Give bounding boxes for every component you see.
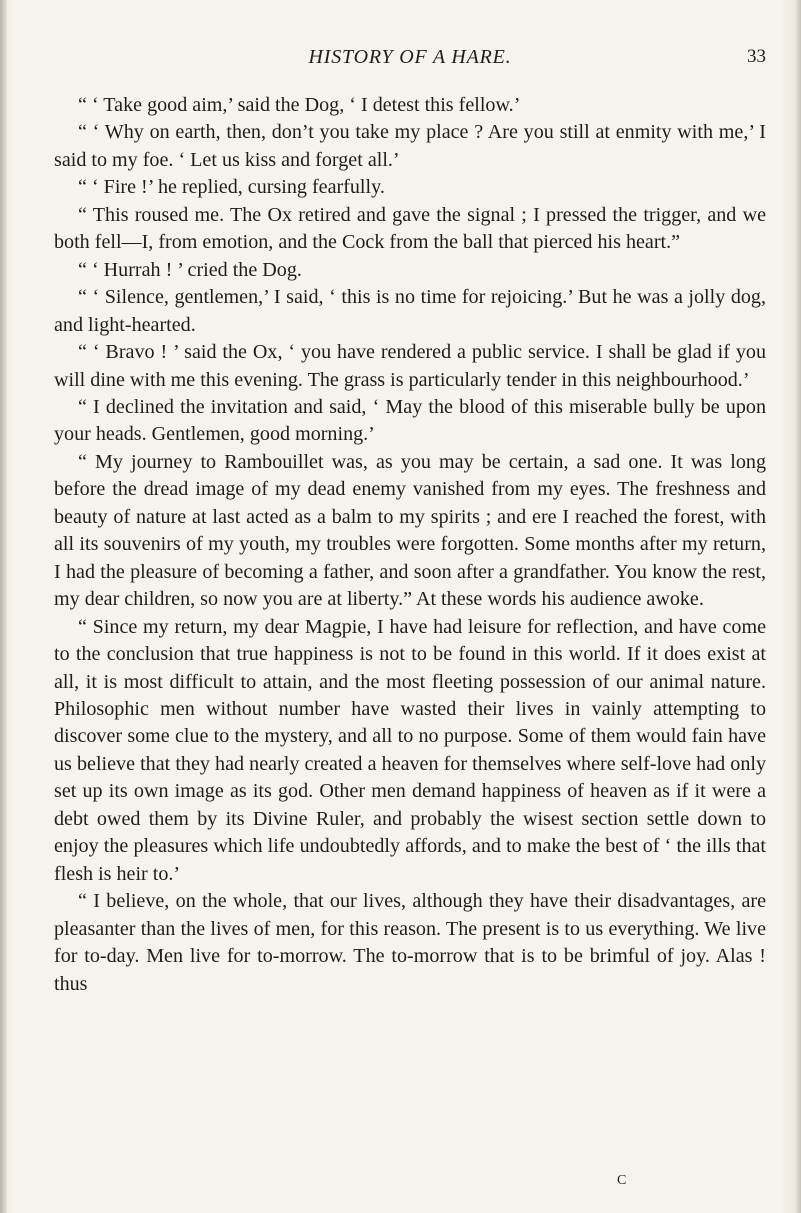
paragraph: “ This roused me. The Ox retired and gave the signal ; I pressed the trigger, and we both fell—I, from emotion, and the Cock from the ball that pierced his heart.” <box>54 203 766 254</box>
page-outer-edge <box>796 0 801 1213</box>
paragraph: “ ‘ Silence, gentlemen,’ I said, ‘ this is no time for rejoicing.’ But he was a jolly dog, and light-hearted. <box>54 286 766 336</box>
page-binding-edge <box>0 0 7 1213</box>
paragraph: “ I believe, on the whole, that our lives, although they have their disadvantages, are pleasanter than the lives of men, for this reason. The present is to us everything. We live for to-day. Men live for to-morrow. The to-morrow that is to be brimful of joy. Alas ! thus <box>54 890 766 995</box>
running-head: HISTORY OF A HARE. <box>308 46 512 68</box>
paragraph: “ Since my return, my dear Magpie, I have had leisure for reflection, and have come to the conclusion that true happiness is not to be found in this world. If it does exist at all, it is most difficult to attain, and the most fleeting possession of our animal nature. Philosophic men without number have wasted their lives in vainly attempting to discover some clue to the mystery, and all to no purpose. Some of them would fain have us believe that they had nearly created a heaven for themselves where self-love had only set up its own image as its god. Other men demand happiness of heaven as if it were a debt owed them by its Divine Ruler, and probably the wisest section settle down to enjoy the pleasures which life undoubtedly affords, and to make the best of ‘ the ills that flesh is heir to.’ <box>54 615 766 885</box>
paragraph: “ My journey to Rambouillet was, as you may be certain, a sad one. It was long before the dread image of my dead enemy vanished from my eyes. The freshness and beauty of nature at last acted as a balm to my spirits ; and ere I reached the forest, with all its souvenirs of my youth, my troubles were forgotten. Some months after my return, I had the pleasure of becoming a father, and soon after a grandfather. You know the rest, my dear children, so now you are at liberty.” At these words his audience awoke. <box>54 450 766 611</box>
paragraph: “ I declined the invitation and said, ‘ May the blood of this miserable bully be upon your heads. Gentlemen, good morning.’ <box>54 395 766 446</box>
paragraph: “ ‘ Why on earth, then, don’t you take my place ? Are you still at enmity with me,’ I said to my foe. ‘ Let us kiss and forget all.’ <box>54 121 766 171</box>
body-text <box>54 92 766 998</box>
paragraph: “ ‘ Fire !’ he replied, cursing fearfully. <box>78 176 385 199</box>
paragraph: “ ‘ Take good aim,’ said the Dog, ‘ I detest this fellow.’ <box>78 94 521 116</box>
signature-mark: C <box>617 1173 627 1188</box>
paragraph: “ ‘ Bravo ! ’ said the Ox, ‘ you have rendered a public service. I shall be glad if you will dine with me this evening. The grass is particularly tender in this neighbourhood.’ <box>54 341 766 391</box>
page-header <box>54 46 766 76</box>
page-number: 33 <box>747 46 766 67</box>
paragraph: “ ‘ Hurrah ! ’ cried the Dog. <box>78 258 302 281</box>
